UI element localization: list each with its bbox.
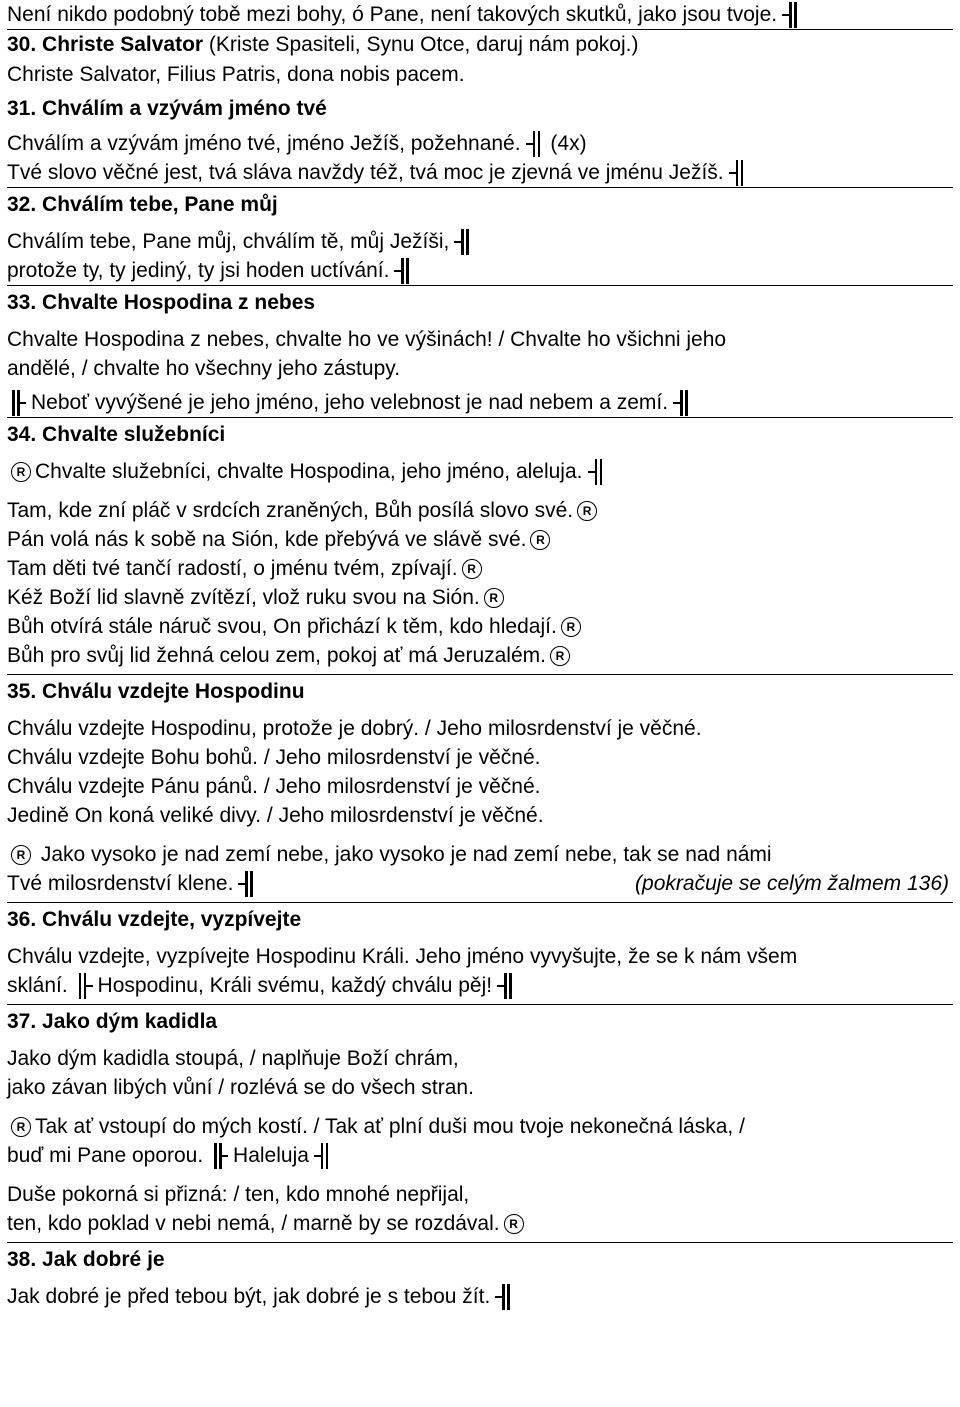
refrain-icon: R [561,617,581,637]
refrain-line: R Tak ať vstoupí do mých kostí. / Tak ať plní duši mou tvoje nekonečná láska, / [7,1112,953,1141]
song-title: 34. Chvalte služebníci [7,423,226,446]
verse-line: Tam děti tvé tančí radostí, o jménu tvém, zpívají. R [7,554,953,583]
song-title: 35. Chválu vzdejte Hospodinu [7,680,305,703]
refrain-icon: R [462,559,482,579]
verse-line: Jako dým kadidla stoupá, / naplňuje Boží chrám, [7,1047,459,1070]
verse-line: Jak dobré je před tebou být, jak dobré je s tebou žít. [7,1282,953,1311]
refrain-icon: R [11,845,31,865]
repeat-end-icon [236,871,254,897]
verse-line: Christe Salvator, Filius Patris, dona nobis pacem. [7,63,465,86]
verse-line: Chválu vzdejte Bohu bohů. / Jeho milosrdenství je věčné. [7,746,541,769]
refrain-line: R Chvalte služebníci, chvalte Hospodina, jeho jméno, aleluja. [7,457,953,486]
verse-line: Chválu vzdejte, vyzpívejte Hospodinu Králi. Jeho jméno vyvyšujte, že se k nám všem [7,945,798,968]
repeat-end-icon [671,390,689,416]
repeat-end-icon [524,131,542,157]
repeat-end-icon [495,973,513,999]
repeat-end-icon [727,160,745,186]
verse-line: Bůh pro svůj lid žehná celou zem, pokoj ať má Jeruzalém. R [7,641,953,670]
verse-line: Kéž Boží lid slavně zvítězí, vlož ruku svou na Sión. R [7,583,953,612]
song-title: 30. Christe Salvator (Kriste Spasiteli, Synu Otce, daruj nám pokoj.) [7,33,639,56]
verse-line: Jedině On koná veliké divy. / Jeho milosrdenství je věčné. [7,804,544,827]
repeat-end-icon [780,2,798,28]
refrain-icon: R [550,646,570,666]
verse-line: Bůh otvírá stále náruč svou, On přichází k těm, kdo hledají. R [7,612,953,641]
repeat-end-icon [392,258,410,284]
verse-line: Duše pokorná si přizná: / ten, kdo mnohé nepřijal, [7,1183,470,1206]
refrain-line: buď mi Pane oporou. Haleluja [7,1141,953,1170]
verse-line: Tvé slovo věčné jest, tvá sláva navždy též, tvá moc je zjevná ve jménu Ježíš. [7,158,953,187]
verse-line: jako závan libých vůní / rozlévá se do všech stran. [7,1076,474,1099]
verse-line: Chválím tebe, Pane můj, chválím tě, můj Ježíši, [7,227,953,256]
repeat-end-icon [312,1143,330,1169]
song-title: 31. Chválím a vzývám jméno tvé [7,97,327,120]
refrain-icon: R [484,588,504,608]
verse-line: Tam, kde zní pláč v srdcích zraněných, Bůh posílá slovo své. R [7,496,953,525]
verse-line: andělé, / chvalte ho všechny jeho zástupy. [7,357,401,380]
continuation-note: (pokračuje se celým žalmem 136) [635,872,949,895]
refrain-line: Tvé milosrdenství klene. (pokračuje se celým žalmem 136) [7,869,953,898]
repeat-start-icon [212,1143,230,1169]
song-title: 38. Jak dobré je [7,1248,165,1271]
verse-line: ten, kdo poklad v nebi nemá, / marně by se rozdával. R [7,1209,953,1238]
refrain-icon: R [504,1214,524,1234]
refrain-line: R Jako vysoko je nad zemí nebe, jako vysoko je nad zemí nebe, tak se nad námi [7,840,953,869]
refrain-icon: R [11,1117,31,1137]
repeat-end-icon [452,229,470,255]
repeat-start-icon [10,390,28,416]
song-title: 33. Chvalte Hospodina z nebes [7,291,316,314]
verse-line: sklání. Hospodinu, Králi svému, každý chválu pěj! [7,971,953,1000]
refrain-icon: R [11,462,31,482]
verse-line: Chválu vzdejte Pánu pánů. / Jeho milosrdenství je věčné. [7,775,541,798]
refrain-icon: R [530,530,550,550]
verse-line: Chválím a vzývám jméno tvé, jméno Ježíš, požehnané. (4x) [7,129,953,158]
verse-line: Pán volá nás k sobě na Sión, kde přebývá ve slávě své. R [7,525,953,554]
song-title: 37. Jako dým kadidla [7,1010,218,1033]
song-title: 32. Chválím tebe, Pane můj [7,193,278,216]
verse-line: Chvalte Hospodina z nebes, chvalte ho ve výšinách! / Chvalte ho všichni jeho [7,328,727,351]
verse-line: Není nikdo podobný tobě mezi bohy, ó Pane, není takových skutků, jako jsou tvoje. [7,0,953,29]
verse-line: Neboť vyvýšené je jeho jméno, jeho velebnost je nad nebem a zemí. [7,388,953,417]
verse-line: protože ty, ty jediný, ty jsi hoden uctívání. [7,256,953,285]
repeat-end-icon [586,459,604,485]
repeat-start-icon [77,973,95,999]
repeat-end-icon [493,1284,511,1310]
song-title: 36. Chválu vzdejte, vyzpívejte [7,908,302,931]
verse-line: Chválu vzdejte Hospodinu, protože je dobrý. / Jeho milosrdenství je věčné. [7,717,702,740]
refrain-icon: R [577,501,597,521]
